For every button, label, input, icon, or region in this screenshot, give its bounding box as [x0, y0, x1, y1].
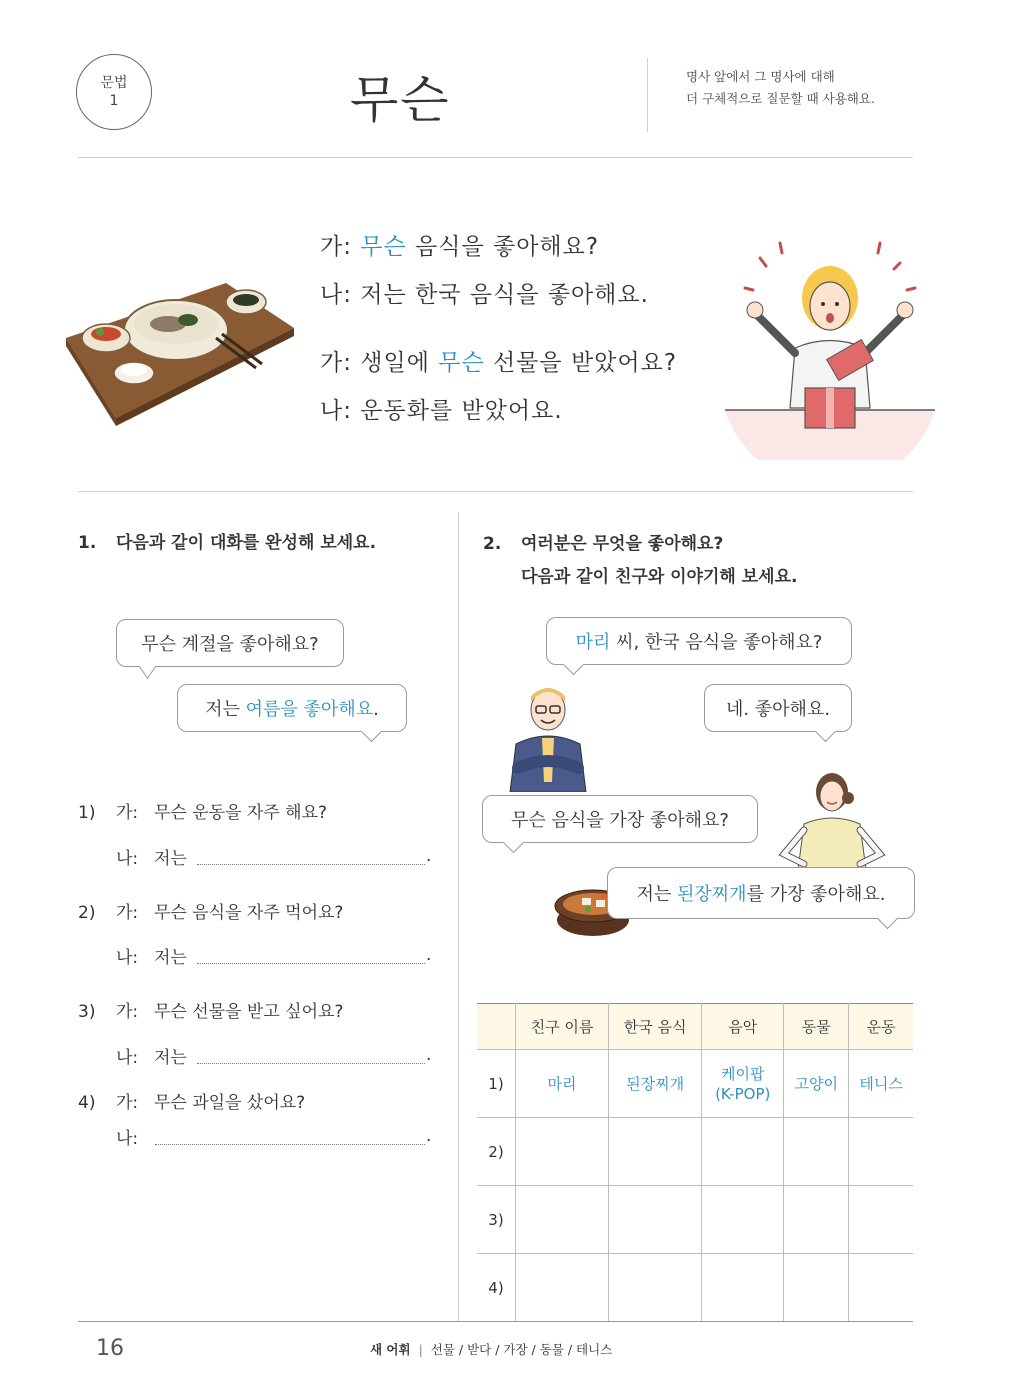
desc-line-2: 더 구체적으로 질문할 때 사용해요.	[686, 91, 875, 106]
bubble-text-pre: 저는	[636, 884, 678, 905]
answer-period: .	[426, 1126, 432, 1146]
bubble-text	[205, 695, 379, 721]
row-number: 3)	[477, 1186, 516, 1254]
table-header: 음악	[702, 1004, 784, 1050]
table-cell[interactable]	[516, 1254, 609, 1322]
table-cell[interactable]	[516, 1118, 609, 1186]
question-2-heading	[483, 528, 797, 594]
table-cell[interactable]	[609, 1254, 702, 1322]
speaker-label: 가:	[320, 234, 352, 260]
table-cell[interactable]	[702, 1118, 784, 1186]
speaker-label: 가:	[116, 803, 139, 823]
table-header: 친구 이름	[516, 1004, 609, 1050]
table-cell[interactable]	[849, 1186, 913, 1254]
table-cell: 테니스	[849, 1050, 913, 1118]
bubble-text: 네. 좋아해요.	[725, 699, 831, 720]
example-text: 선물을 받았어요?	[484, 350, 678, 376]
question-text: 다음과 같이 친구와 이야기해 보세요.	[521, 567, 798, 587]
bubble-text	[637, 880, 886, 906]
bubble-text: 무슨 계절을 좋아해요?	[141, 634, 319, 655]
table-cell[interactable]	[609, 1118, 702, 1186]
table-header	[477, 1004, 516, 1050]
speaker-label: 나:	[320, 398, 352, 424]
exercise-number: 3)	[78, 1002, 96, 1022]
example-line-4	[320, 392, 563, 425]
bubble-text-post: .	[373, 699, 379, 720]
answer-start: 저는	[154, 948, 187, 968]
question-number: 2.	[483, 534, 502, 554]
answer-blank[interactable]	[197, 1063, 425, 1064]
table-cell[interactable]	[849, 1254, 913, 1322]
exercise-prompt: 무슨 과일을 샀어요?	[154, 1093, 306, 1113]
speaker-label: 나:	[116, 948, 139, 968]
example-text: 음식을 좋아해요?	[406, 234, 600, 260]
answer-period: .	[426, 1045, 432, 1065]
friend-survey-table	[477, 1003, 913, 1321]
cell-text: 케이팝	[720, 1064, 765, 1083]
table-cell[interactable]	[784, 1254, 849, 1322]
bubble-text-post: 씨, 한국 음식을 좋아해요?	[610, 632, 823, 653]
footer-rule	[78, 1321, 913, 1322]
answer-start: 저는	[154, 849, 187, 869]
grammar-description	[686, 66, 875, 110]
new-vocabulary	[370, 1340, 612, 1358]
exercise-2-question	[78, 898, 343, 923]
bubble-text-post: 를 가장 좋아해요.	[746, 884, 886, 905]
example-text: 운동화를 받았어요.	[360, 398, 563, 424]
table-row	[477, 1254, 913, 1322]
page-title: 무슨	[350, 71, 451, 129]
header-divider	[647, 58, 648, 132]
example-line-1	[320, 228, 599, 261]
exercise-3-answer-line	[116, 1043, 187, 1068]
vocab-label: 새 어휘	[370, 1342, 411, 1357]
exercise-2-answer-line	[116, 943, 187, 968]
vocab-words: 선물 / 받다 / 가장 / 동물 / 테니스	[430, 1342, 613, 1357]
page-number: 16	[96, 1336, 124, 1361]
table-header-row	[477, 1004, 913, 1050]
table-cell[interactable]	[516, 1186, 609, 1254]
exercise-number: 1)	[78, 803, 96, 823]
question-1-heading	[78, 528, 376, 553]
girl-receiving-gift-illustration	[720, 228, 940, 460]
answer-start: 저는	[154, 1048, 187, 1068]
speaker-label: 나:	[116, 1129, 139, 1149]
badge-number: 1	[109, 93, 119, 109]
row-number: 4)	[477, 1254, 516, 1322]
exercise-1-answer-line	[116, 844, 187, 869]
man-character-illustration	[498, 682, 598, 792]
table-cell[interactable]	[784, 1118, 849, 1186]
table-row	[477, 1118, 913, 1186]
highlight-name: 마리	[575, 632, 611, 653]
desc-line-1: 명사 앞에서 그 명사에 대해	[686, 69, 835, 84]
section-rule	[78, 491, 913, 492]
table-cell: 고양이	[784, 1050, 849, 1118]
example-text: 저는 한국 음식을 좋아해요.	[360, 282, 649, 308]
answer-period: .	[426, 846, 432, 866]
dialogue-bubble-3	[482, 795, 758, 843]
speaker-label: 나:	[116, 1048, 139, 1068]
exercise-3-question	[78, 997, 343, 1022]
table-header: 한국 음식	[609, 1004, 702, 1050]
table-cell[interactable]	[784, 1186, 849, 1254]
answer-blank[interactable]	[197, 864, 425, 865]
bubble-text: 무슨 음식을 가장 좋아해요?	[511, 810, 729, 831]
example-line-3	[320, 344, 677, 377]
highlight-food: 된장찌개	[677, 884, 747, 905]
vocab-separator: |	[418, 1342, 423, 1357]
speaker-label: 나:	[320, 282, 352, 308]
answer-blank[interactable]	[197, 963, 425, 964]
exercise-4-question	[78, 1088, 305, 1113]
table-cell[interactable]	[609, 1186, 702, 1254]
speaker-label: 가:	[116, 1002, 139, 1022]
answer-period: .	[426, 945, 432, 965]
table-cell: 된장찌개	[609, 1050, 702, 1118]
exercise-1-question	[78, 798, 327, 823]
example-line-2	[320, 276, 649, 309]
example-text: 생일에	[360, 350, 439, 376]
bubble-text-pre: 저는	[205, 699, 246, 720]
table-row	[477, 1186, 913, 1254]
cell-subtext: (K-POP)	[715, 1084, 771, 1103]
exercise-number: 4)	[78, 1093, 96, 1113]
header-rule	[78, 157, 913, 158]
speaker-label: 나:	[116, 849, 139, 869]
dialogue-bubble-4	[607, 867, 915, 919]
exercise-prompt: 무슨 선물을 받고 싶어요?	[154, 1002, 344, 1022]
exercise-prompt: 무슨 음식을 자주 먹어요?	[154, 903, 344, 923]
table-cell[interactable]	[702, 1254, 784, 1322]
table-header: 운동	[849, 1004, 913, 1050]
woman-character-illustration	[778, 768, 886, 870]
highlight-word: 무슨	[438, 350, 485, 376]
speaker-label: 가:	[116, 1093, 139, 1113]
exercise-4-answer-line	[116, 1124, 138, 1149]
row-number: 2)	[477, 1118, 516, 1186]
table-cell: 마리	[516, 1050, 609, 1118]
question-text: 여러분은 무엇을 좋아해요?	[521, 534, 724, 554]
row-number: 1)	[477, 1050, 516, 1118]
table-cell[interactable]	[849, 1118, 913, 1186]
table-cell[interactable]	[702, 1186, 784, 1254]
table-cell	[702, 1050, 784, 1118]
speaker-label: 가:	[320, 350, 352, 376]
table-header: 동물	[784, 1004, 849, 1050]
highlight-word: 무슨	[360, 234, 407, 260]
table-row	[477, 1050, 913, 1118]
grammar-badge	[76, 54, 152, 130]
question-text: 다음과 같이 대화를 완성해 보세요.	[116, 533, 377, 553]
highlight-answer: 여름을 좋아해요	[245, 699, 374, 720]
exercise-number: 2)	[78, 903, 96, 923]
column-divider	[458, 512, 459, 1322]
dialogue-bubble-1	[546, 617, 852, 665]
answer-blank[interactable]	[155, 1144, 425, 1145]
question-number: 1.	[78, 533, 97, 553]
badge-label: 문법	[100, 75, 128, 91]
exercise-prompt: 무슨 운동을 자주 해요?	[154, 803, 328, 823]
speaker-label: 가:	[116, 903, 139, 923]
bubble-text	[576, 628, 823, 654]
korean-meal-illustration	[56, 268, 296, 428]
